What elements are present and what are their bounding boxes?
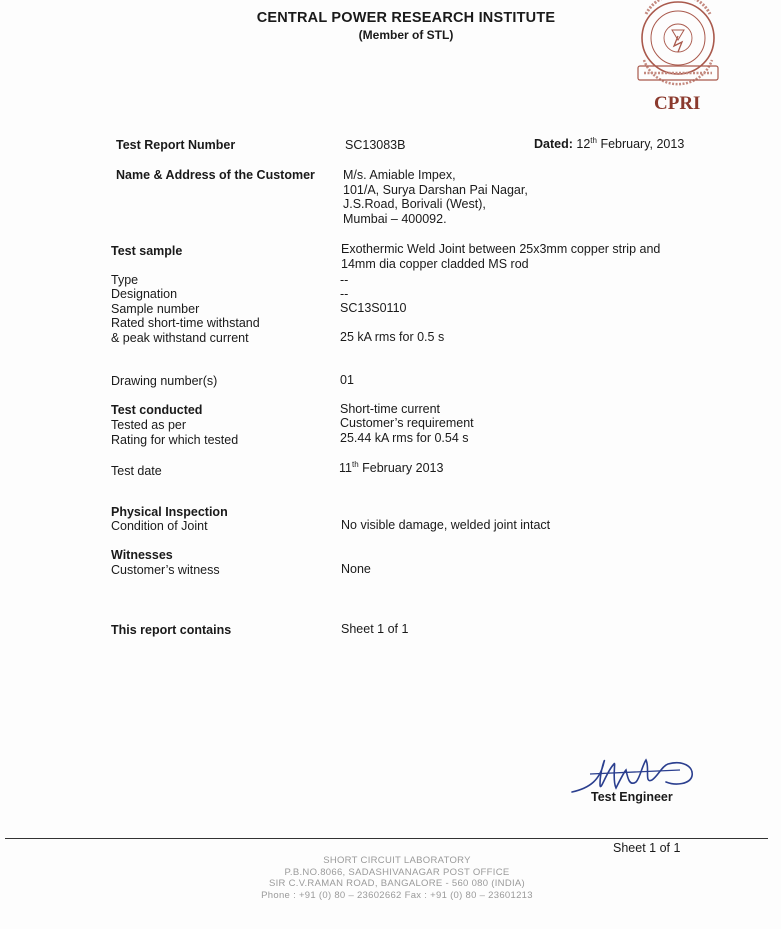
customer-line: 101/A, Surya Darshan Pai Nagar, bbox=[343, 182, 528, 197]
rated-value: 25 kA rms for 0.5 s bbox=[340, 330, 445, 344]
test-conducted-value: Short-time current bbox=[340, 402, 441, 416]
report-date bbox=[534, 137, 684, 152]
customer-line: J.S.Road, Borivali (West), bbox=[343, 197, 486, 211]
condition-value: No visible damage, welded joint intact bbox=[341, 518, 551, 532]
test-date-sup: th bbox=[351, 460, 359, 469]
tested-as-value: Customer’s requirement bbox=[340, 416, 474, 430]
physical-inspection-label: Physical Inspection bbox=[111, 505, 228, 519]
test-sample-value bbox=[341, 242, 660, 271]
test-date-value bbox=[339, 461, 443, 476]
report-number-label: Test Report Number bbox=[116, 138, 236, 152]
type-label: Type bbox=[111, 273, 139, 287]
drawing-label: Drawing number(s) bbox=[111, 374, 218, 388]
rating-value: 25.44 kA rms for 0.54 s bbox=[340, 431, 469, 445]
member-subtitle: (Member of STL) bbox=[358, 28, 454, 42]
test-conducted-label: Test conducted bbox=[111, 403, 203, 417]
test-date-day: 11 bbox=[339, 461, 352, 475]
cpri-seal-logo bbox=[632, 0, 724, 88]
signature-role: Test Engineer bbox=[591, 790, 673, 804]
footer-line: Phone : +91 (0) 80 – 23602662 Fax : +91 (0) 80 – 23601213 bbox=[261, 889, 533, 901]
sample-number-label: Sample number bbox=[111, 302, 200, 316]
test-date-rest: February 2013 bbox=[358, 461, 444, 475]
footer-line: P.B.NO.8066, SADASHIVANAGAR POST OFFICE bbox=[284, 866, 510, 878]
footer-line: SHORT CIRCUIT LABORATORY bbox=[323, 855, 471, 866]
customer-address bbox=[343, 168, 528, 226]
sample-line: 14mm dia copper cladded MS rod bbox=[341, 256, 529, 271]
customer-line: Mumbai – 400092. bbox=[343, 211, 447, 226]
sample-line: Exothermic Weld Joint between 25x3mm copper strip and bbox=[341, 242, 661, 256]
footer-divider bbox=[5, 838, 768, 839]
rating-label: Rating for which tested bbox=[111, 433, 239, 447]
dated-rest: February, 2013 bbox=[596, 137, 685, 151]
footer-line: SIR C.V.RAMAN ROAD, BANGALORE - 560 080 (INDIA) bbox=[268, 878, 526, 889]
cpri-logo-text: CPRI bbox=[654, 93, 701, 114]
witnesses-label: Witnesses bbox=[111, 548, 173, 562]
dated-day: 12 bbox=[576, 137, 591, 151]
tested-as-label: Tested as per bbox=[111, 418, 187, 432]
report-number-value: SC13083B bbox=[345, 138, 406, 152]
customer-witness-value: None bbox=[341, 562, 371, 576]
dated-label: Dated: bbox=[534, 137, 573, 151]
rated-label-2: & peak withstand current bbox=[111, 331, 249, 345]
type-value: -- bbox=[340, 273, 349, 287]
designation-label: Designation bbox=[111, 287, 178, 301]
sample-number-value: SC13S0110 bbox=[340, 301, 407, 315]
drawing-value: 01 bbox=[340, 373, 354, 387]
designation-value: -- bbox=[340, 287, 349, 301]
footer-address bbox=[200, 855, 594, 901]
footer-sheet: Sheet 1 of 1 bbox=[613, 841, 681, 855]
customer-label: Name & Address of the Customer bbox=[116, 168, 315, 182]
condition-label: Condition of Joint bbox=[111, 519, 208, 533]
test-date-label: Test date bbox=[111, 464, 162, 478]
test-sample-label: Test sample bbox=[111, 244, 183, 258]
report-contains-value: Sheet 1 of 1 bbox=[341, 622, 409, 636]
report-contains-label: This report contains bbox=[111, 623, 232, 637]
institute-title: CENTRAL POWER RESEARCH INSTITUTE bbox=[256, 10, 556, 26]
dated-sup: th bbox=[590, 136, 597, 145]
rated-label-1: Rated short-time withstand bbox=[111, 316, 260, 330]
customer-line: M/s. Amiable Impex, bbox=[343, 168, 456, 182]
customer-witness-label: Customer’s witness bbox=[111, 563, 220, 577]
